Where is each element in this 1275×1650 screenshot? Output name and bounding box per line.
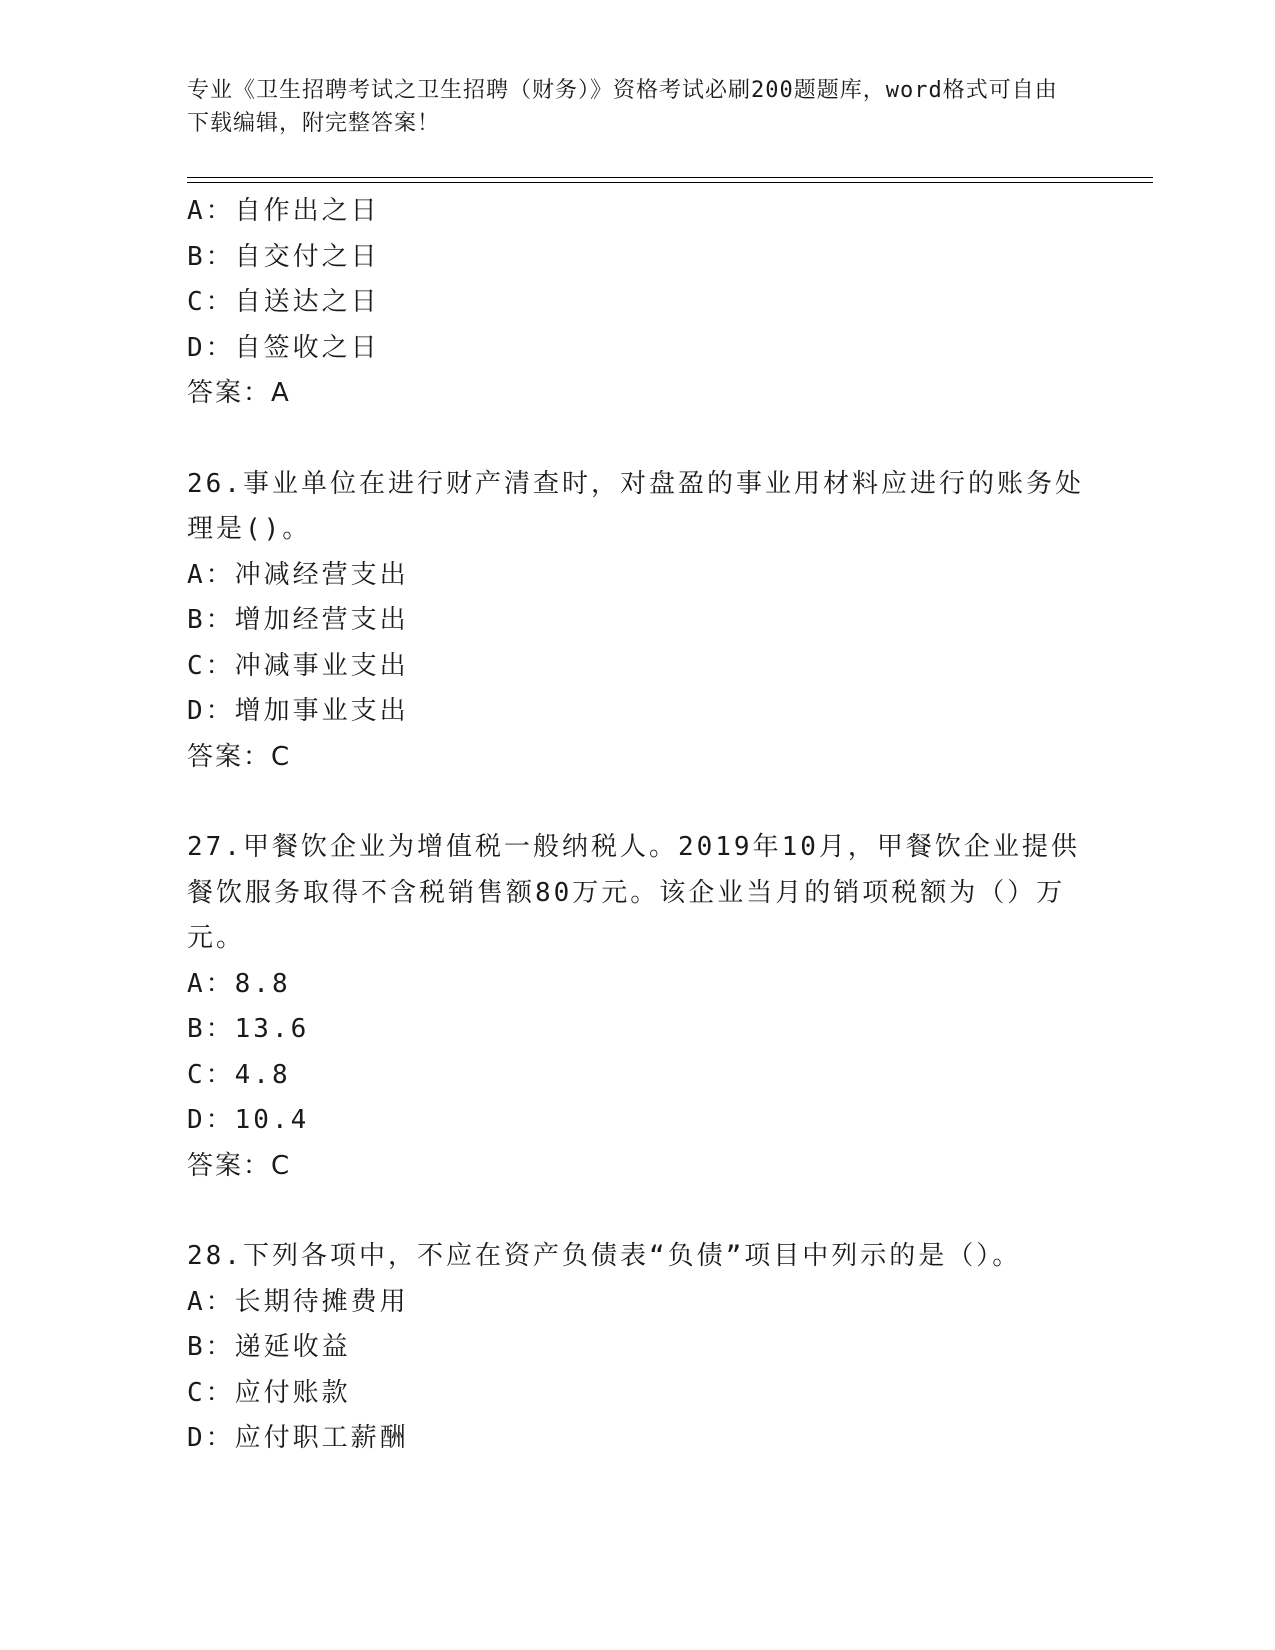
answer-line: 答案：C — [187, 741, 292, 772]
header-rule-top — [187, 177, 1153, 178]
answer-line: 答案：A — [187, 378, 291, 408]
option-b: B：自交付之日 — [187, 241, 380, 272]
question-27 — [187, 825, 1087, 1189]
option-d: D：10.4 — [187, 1105, 310, 1135]
option-a: A：冲减经营支出 — [187, 559, 409, 590]
option-d: D：应付职工薪酬 — [187, 1423, 409, 1453]
option-c: C：4.8 — [187, 1059, 291, 1090]
option-d: D：增加事业支出 — [187, 696, 409, 726]
option-b: B：递延收益 — [187, 1332, 351, 1362]
option-c: C：应付账款 — [187, 1377, 351, 1408]
answer-line: 答案：C — [187, 1150, 292, 1181]
header-rule-bottom — [187, 182, 1153, 183]
question-text: 28.下列各项中，不应在资产负债表“负债”项目中列示的是（）。 — [187, 1241, 1022, 1271]
question-26 — [187, 462, 1087, 781]
question-gap — [187, 1189, 1087, 1234]
option-c: C：自送达之日 — [187, 287, 380, 317]
option-d: D：自签收之日 — [187, 332, 380, 363]
option-c: C：冲减事业支出 — [187, 650, 409, 681]
question-text: 26.事业单位在进行财产清查时，对盘盈的事业用材料应进行的账务处理是()。 — [187, 468, 1084, 544]
option-a: A：长期待摊费用 — [187, 1286, 409, 1317]
question-gap — [187, 417, 1087, 462]
question-25 — [187, 189, 1087, 417]
option-b: B：13.6 — [187, 1014, 310, 1044]
question-list — [187, 189, 1087, 1462]
question-gap — [187, 780, 1087, 825]
option-a: A：8.8 — [187, 968, 291, 999]
option-b: B：增加经营支出 — [187, 605, 409, 635]
question-text: 27.甲餐饮企业为增值税一般纳税人。2019年10月，甲餐饮企业提供餐饮服务取得不含税销售额80万元。该企业当月的销项税额为（）万元。 — [187, 832, 1080, 953]
question-28 — [187, 1234, 1087, 1462]
option-a: A：自作出之日 — [187, 196, 380, 226]
document-header: 专业《卫生招聘考试之卫生招聘（财务）》资格考试必刷200题题库，word格式可自由下载编辑，附完整答案！ — [187, 78, 1058, 136]
